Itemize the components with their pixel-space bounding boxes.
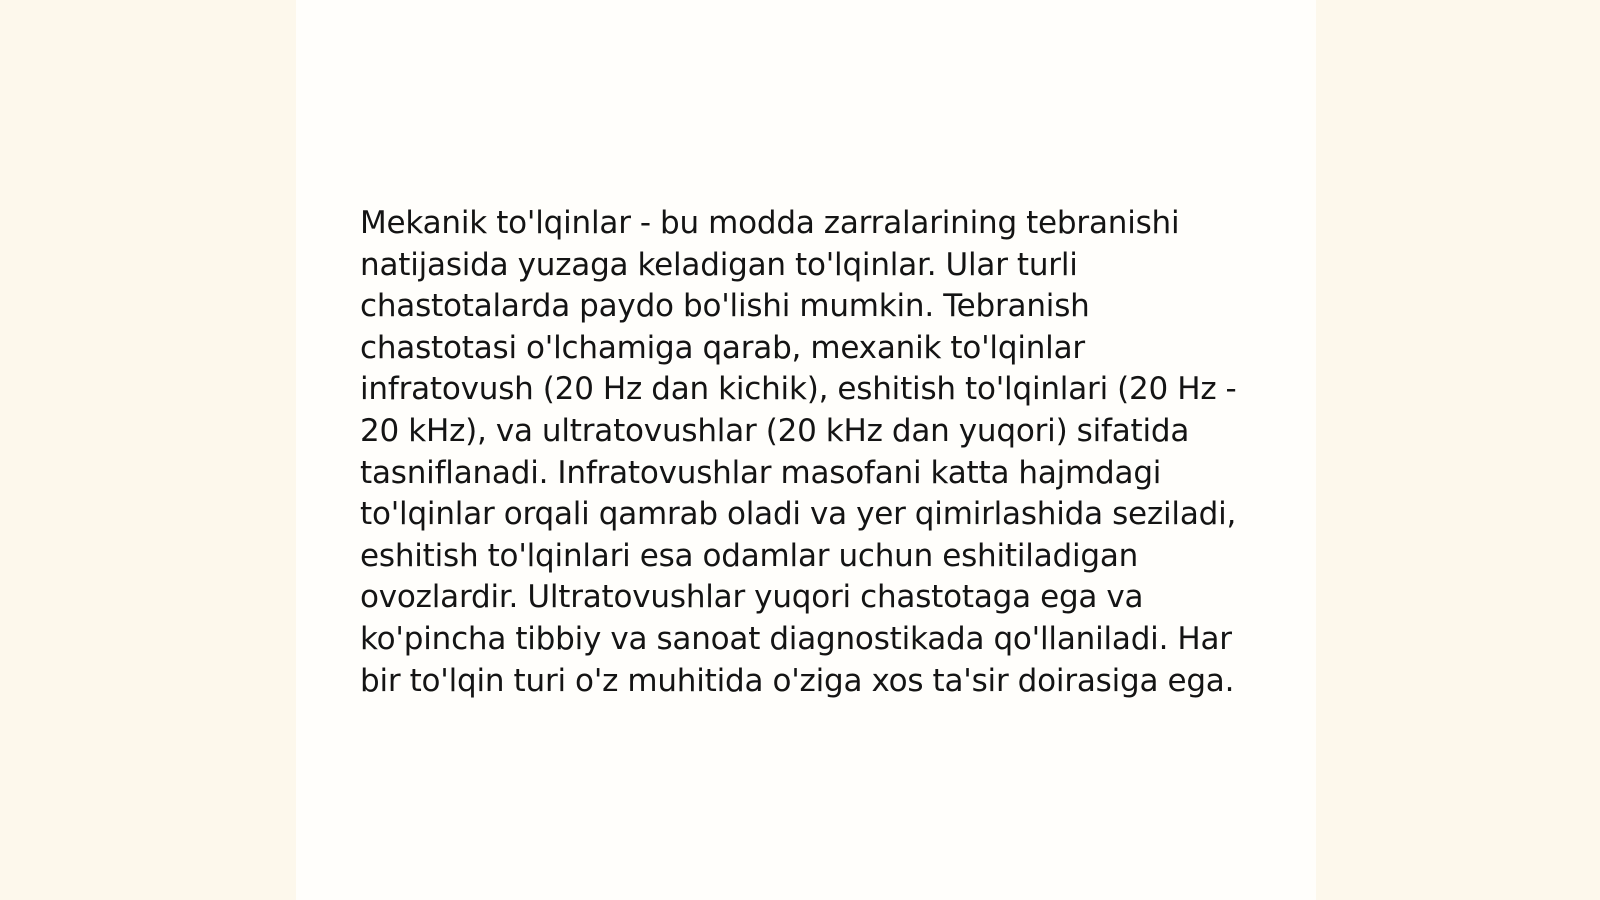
body-paragraph: Mekanik to'lqinlar - bu modda zarralarining tebranishi natijasida yuzaga keladigan to'lqinlar. Ular turli chastotalarda paydo bo'lishi mumkin. Tebranish chastotasi o'lchamiga qarab, mexanik to'lqinlar infratovush (20 Hz dan kichik), eshitish to'lqinlari (20 Hz - 20 kHz), va ultratovushlar (20 kHz dan yuqori) sifatida tasniflanadi. Infratovushlar masofani katta hajmdagi to'lqinlar orqali qamrab oladi va yer qimirlashida seziladi, eshitish to'lqinlari esa odamlar uchun eshitiladigan ovozlardir. Ultratovushlar yuqori chastotaga ega va ko'pincha tibbiy va sanoat diagnostikada qo'llaniladi. Har bir to'lqin turi o'z muhitida o'ziga xos ta'sir doirasiga ega. xyxy=(360,205,1237,699)
document-page xyxy=(296,0,1316,900)
